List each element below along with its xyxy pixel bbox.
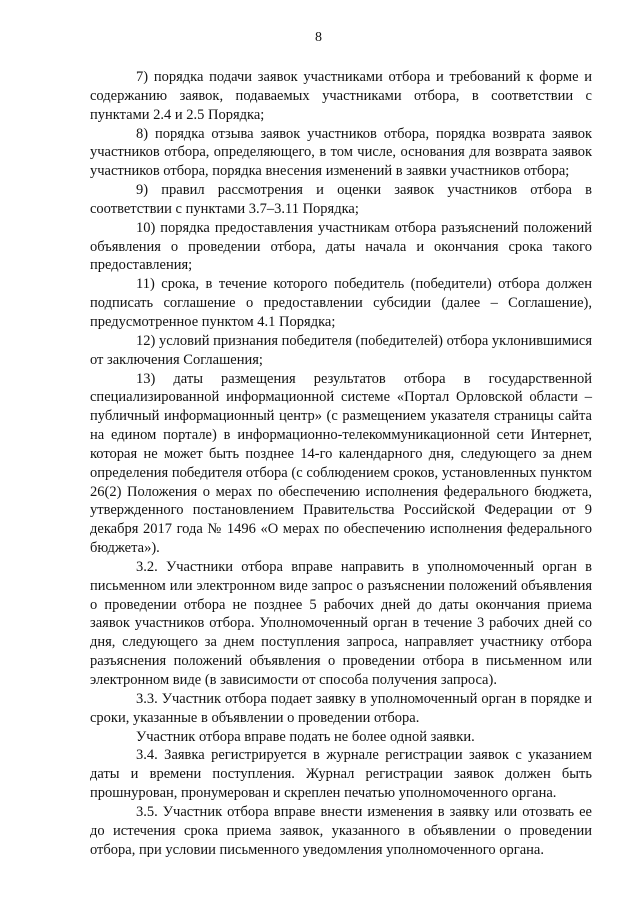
paragraph-3-4: 3.4. Заявка регистрируется в журнале регистрации заявок с указанием даты и времени поступления. Журнал регистрации заявок должен быть прошнурован, пронумерован и скреплен печатью уполномоченного органа. xyxy=(90,747,592,802)
paragraph-item-8: 8) порядка отзыва заявок участников отбора, порядка возврата заявок участников отбора, определяющего, в том числе, основания для возврата заявок участников отбора, порядка внесения изменений в заявки участников отбора; xyxy=(90,125,592,180)
paragraph-item-10: 10) порядка предоставления участникам отбора разъяснений положений объявления о проведении отбора, даты начала и окончания срока такого предоставления; xyxy=(90,219,592,274)
page-number: 8 xyxy=(315,30,322,45)
paragraph-item-12: 12) условий признания победителя (победителей) отбора уклонившимися от заключения Соглашения; xyxy=(90,332,593,368)
paragraph-3-3: 3.3. Участник отбора подает заявку в уполномоченный орган в порядке и сроки, указанные в объявлении о проведении отбора. xyxy=(90,690,592,726)
paragraph-item-7: 7) порядка подачи заявок участниками отбора и требований к форме и содержанию заявок, подаваемых участниками отбора, в соответствии с пунктами 2.4 и 2.5 Порядка; xyxy=(90,69,592,123)
paragraph-item-9: 9) правил рассмотрения и оценки заявок участников отбора в соответствии с пунктами 3.7–3.11 Порядка; xyxy=(90,182,592,217)
paragraph-one-application: Участник отбора вправе подать не более одной заявки. xyxy=(136,728,475,745)
paragraph-item-13: 13) даты размещения результатов отбора в государственной специализированной информационной системе «Портал Орловской области – публичный информационный центр» (с размещением указателя страницы сайта на едином портале) в информационно-телекоммуникационной сети Интернет, которая не может быть позднее 14-го календарного дня, следующего за днем определения победителя отбора (с соблюдением сроков, установленных пунктом 26(2) Положения о мерах по обеспечению исполнения федерального бюджета, утвержденного постановлением Правительства Российской Федерации от 9 декабря 2017 года № 1496 «О мерах по обеспечению исполнения федерального бюджета»). xyxy=(90,370,592,557)
document-body xyxy=(90,68,592,859)
paragraph-item-11: 11) срока, в течение которого победитель (победители) отбора должен подписать соглашение о предоставлении субсидии (далее – Соглашение), предусмотренное пунктом 4.1 Порядка; xyxy=(90,276,592,330)
paragraph-3-2: 3.2. Участники отбора вправе направить в уполномоченный орган в письменном или электронном виде запрос о разъяснении положений объявления о проведении отбора не позднее 5 рабочих дней до даты окончания приема заявок участников отбора. Уполномоченный орган в течение 3 рабочих дней со дня, следующего за днем поступления запроса, направляет участнику отбора разъяснения положений объявления о проведении отбора в письменном или электронном виде (в зависимости от способа получения запроса). xyxy=(90,558,592,688)
paragraph-3-5: 3.5. Участник отбора вправе внести изменения в заявку или отозвать ее до истечения срока приема заявок, указанного в объявлении о проведении отбора, при условии письменного уведомления уполномоченного органа. xyxy=(90,803,592,858)
